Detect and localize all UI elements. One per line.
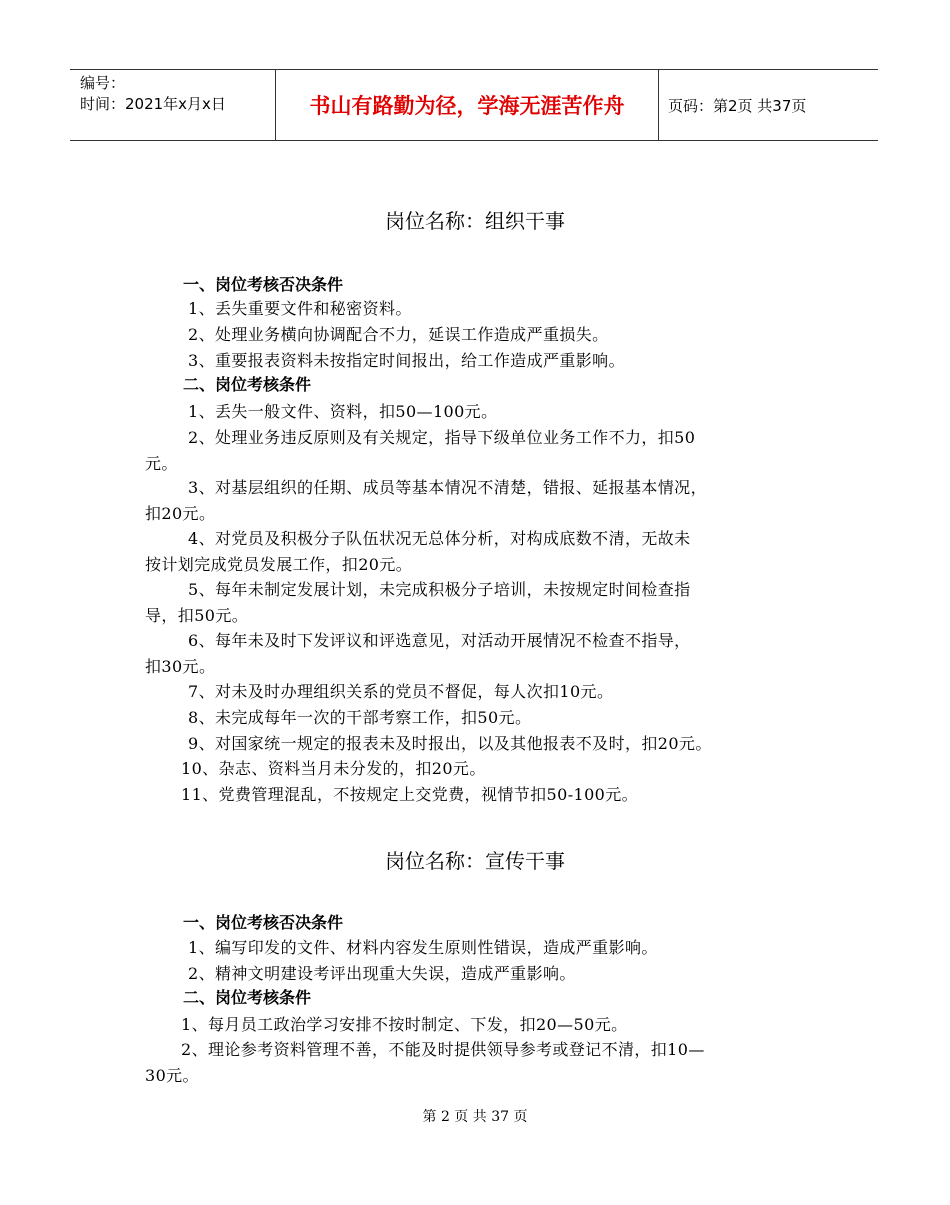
list-item: 3、对基层组织的任期、成员等基本情况不清楚，错报、延报基本情况，	[188, 478, 707, 497]
list-item: 6、每年未及时下发评议和评选意见，对活动开展情况不检查不指导，	[188, 631, 691, 650]
list-item: 10、杂志、资料当月未分发的，扣20元。	[181, 759, 486, 778]
cond-heading: 二、岗位考核条件	[183, 988, 312, 1007]
list-item: 3、重要报表资料未按指定时间报出，给工作造成严重影响。	[188, 351, 625, 370]
list-item: 元。	[145, 454, 178, 473]
list-item: 30元。	[145, 1066, 199, 1085]
cond-heading: 二、岗位考核条件	[183, 375, 312, 394]
list-item: 9、对国家统一规定的报表未及时报出，以及其他报表不及时，扣20元。	[188, 734, 712, 753]
list-item: 8、未完成每年一次的干部考察工作，扣50元。	[188, 708, 532, 727]
list-item: 按计划完成党员发展工作，扣20元。	[145, 555, 413, 574]
list-item: 导，扣50元。	[145, 606, 249, 625]
list-item: 11、党费管理混乱，不按规定上交党费，视情节扣50-100元。	[181, 785, 639, 804]
veto-heading: 一、岗位考核否决条件	[183, 913, 344, 932]
list-item: 2、精神文明建设考评出现重大失误，造成严重影响。	[188, 964, 576, 983]
header-divider	[658, 70, 659, 140]
veto-heading: 一、岗位考核否决条件	[183, 275, 344, 294]
header-meta	[80, 73, 275, 115]
list-item: 扣20元。	[145, 504, 216, 523]
list-item: 2、理论参考资料管理不善，不能及时提供领导参考或登记不清，扣10—	[181, 1040, 705, 1059]
list-item: 2、处理业务横向协调配合不力，延误工作造成严重损失。	[188, 325, 609, 344]
list-item: 4、对党员及积极分子队伍状况无总体分析，对构成底数不清，无故未	[188, 529, 691, 548]
list-item: 1、丢失一般文件、资料，扣50—100元。	[188, 402, 498, 421]
section-title-pub: 岗位名称：宣传干事	[385, 849, 565, 873]
list-item: 7、对未及时办理组织关系的党员不督促，每人次扣10元。	[188, 682, 614, 701]
list-item: 5、每年未制定发展计划，未完成积极分子培训，未按规定时间检查指	[188, 580, 691, 599]
document-header	[70, 69, 878, 141]
page-footer: 第 2 页 共 37 页	[422, 1109, 528, 1125]
header-page-info: 页码：第2页 共37页	[668, 96, 807, 115]
number-label: 编号：	[80, 74, 126, 92]
time-label: 时间：2021年x月x日	[80, 95, 226, 113]
section-title-org: 岗位名称：组织干事	[385, 209, 565, 233]
list-item: 1、每月员工政治学习安排不按时制定、下发，扣20—50元。	[181, 1015, 628, 1034]
header-motto: 书山有路勤为径，学海无涯苦作舟	[309, 94, 625, 118]
list-item: 扣30元。	[145, 657, 216, 676]
list-item: 1、编写印发的文件、材料内容发生原则性错误，造成严重影响。	[188, 938, 658, 957]
list-item: 2、处理业务违反原则及有关规定，指导下级单位业务工作不力，扣50	[188, 428, 696, 447]
list-item: 1、丢失重要文件和秘密资料。	[188, 299, 412, 318]
